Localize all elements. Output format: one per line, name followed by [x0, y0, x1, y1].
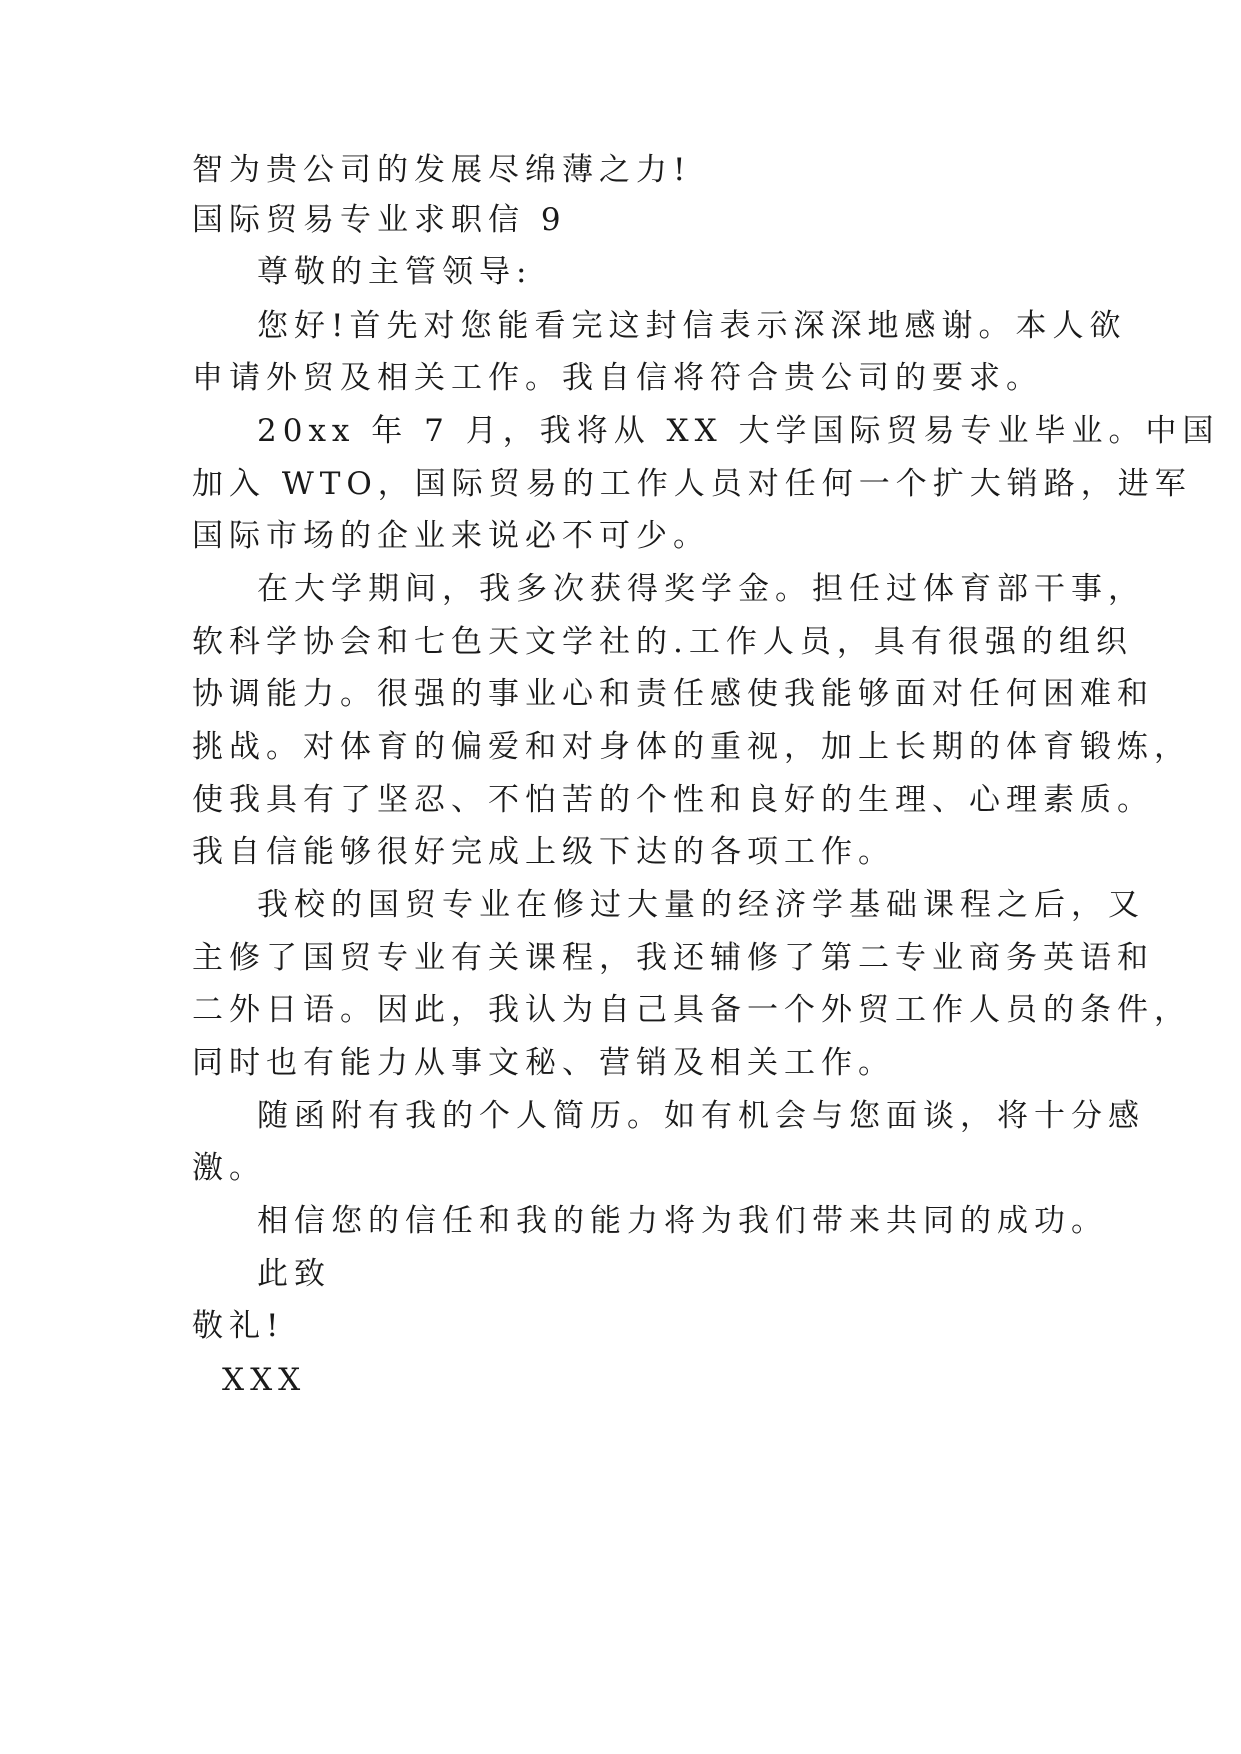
text-line: 在大学期间，我多次获得奖学金。担任过体育部干事， [257, 571, 1145, 607]
text-line: 我校的国贸专业在修过大量的经济学基础课程之后，又 [257, 887, 1145, 923]
text-line: 20xx 年 7 月，我将从 XX 大学国际贸易专业毕业。中国 [257, 413, 1220, 449]
text-line: 加入 WTO，国际贸易的工作人员对任何一个扩大销路，进军 [192, 466, 1192, 502]
text-line: 智为贵公司的发展尽绵薄之力! [192, 152, 692, 188]
text-line: 随函附有我的个人简历。如有机会与您面谈，将十分感 [257, 1098, 1145, 1134]
signature: XXX [222, 1362, 307, 1398]
text-line: 挑战。对体育的偏爱和对身体的重视，加上长期的体育锻炼， [192, 729, 1191, 765]
text-line: 协调能力。很强的事业心和责任感使我能够面对任何困难和 [192, 676, 1154, 712]
text-line: 软科学协会和七色天文学社的.工作人员，具有很强的组织 [192, 624, 1133, 660]
closing-phrase: 此致 [257, 1256, 331, 1292]
text-line: 使我具有了坚忍、不怕苦的个性和良好的生理、心理素质。 [192, 782, 1154, 818]
text-line: 您好!首先对您能看完这封信表示深深地感谢。本人欲 [257, 308, 1127, 344]
text-line: 二外日语。因此，我认为自己具备一个外贸工作人员的条件， [192, 992, 1191, 1028]
text-line: 相信您的信任和我的能力将为我们带来共同的成功。 [257, 1203, 1108, 1239]
text-line: 我自信能够很好完成上级下达的各项工作。 [192, 834, 895, 870]
text-line: 同时也有能力从事文秘、营销及相关工作。 [192, 1045, 895, 1081]
closing-salute: 敬礼! [192, 1308, 285, 1344]
salutation: 尊敬的主管领导: [257, 254, 533, 290]
text-line: 国际市场的企业来说必不可少。 [192, 518, 710, 554]
text-line: 激。 [192, 1150, 266, 1186]
letter-heading: 国际贸易专业求职信 9 [192, 202, 567, 238]
text-line: 申请外贸及相关工作。我自信将符合贵公司的要求。 [192, 360, 1043, 396]
text-line: 主修了国贸专业有关课程，我还辅修了第二专业商务英语和 [192, 940, 1154, 976]
